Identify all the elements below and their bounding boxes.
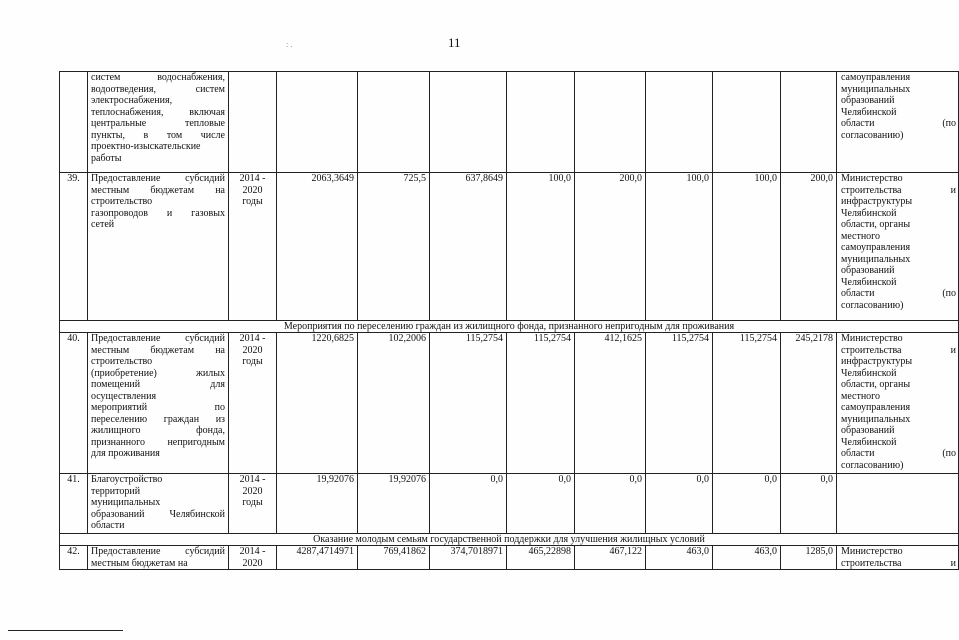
measure-name	[88, 173, 229, 321]
executor-line: строительства и	[841, 557, 956, 569]
executor-line: самоуправления	[841, 402, 911, 413]
executor-line: Челябинской	[841, 276, 897, 288]
measure-name-line: строительство	[91, 196, 153, 207]
year-value: 465,22898	[507, 546, 575, 570]
period-line: годы	[242, 356, 263, 367]
table-row	[60, 173, 959, 321]
executor-line: области, органы	[841, 379, 911, 390]
executor-line: образований	[841, 265, 895, 276]
year-value: 115,2754	[713, 333, 781, 474]
year-value: 412,1625	[575, 333, 646, 474]
period-line: 2020	[242, 557, 263, 569]
executor-line: согласованию)	[841, 459, 904, 471]
total-value: 4287,4714971	[277, 546, 358, 570]
period-line: годы	[242, 497, 263, 508]
measure-name-line: Предоставление субсидий	[91, 546, 225, 557]
year-value: 374,7018971	[430, 546, 507, 570]
measure-name-line: Предоставление субсидий	[91, 333, 225, 344]
measure-name-line: теплоснабжения, включая	[91, 106, 225, 118]
measure-name-line: местным бюджетам на	[91, 344, 225, 356]
executor-line: Министерство	[841, 173, 903, 184]
year-value	[507, 72, 575, 173]
measure-name-line: центральные тепловые	[91, 118, 225, 129]
year-value: 0,0	[575, 474, 646, 534]
year-value: 725,5	[358, 173, 430, 321]
measure-name-line: для проживания	[91, 448, 160, 459]
executor	[837, 333, 959, 474]
period-line: 2020	[242, 344, 263, 356]
measure-name-line: водоотведения, систем	[91, 83, 225, 95]
measure-name-line: (приобретение) жилых	[91, 367, 225, 379]
measure-name-line: Благоустройство	[91, 474, 163, 485]
year-value	[781, 72, 837, 173]
year-value: 100,0	[646, 173, 713, 321]
year-value: 245,2178	[781, 333, 837, 474]
measure-name-line: признанного непригодным	[91, 436, 225, 448]
period-line: 2014 -	[239, 173, 266, 184]
section-row	[60, 321, 959, 333]
page-number: 11	[448, 35, 461, 50]
measure-name	[88, 546, 229, 570]
period-line: 2014 -	[239, 333, 266, 344]
measure-name-line: пункты, в том числе	[91, 129, 225, 141]
measure-name-line: строительство	[91, 356, 153, 367]
measure-name-line: осуществления	[91, 390, 157, 402]
measure-name-line: местным бюджетам на	[91, 184, 225, 196]
measure-name-line: мероприятий по	[91, 402, 225, 413]
executor-line: самоуправления	[841, 72, 911, 83]
year-value	[646, 72, 713, 173]
row-number: 39.	[60, 173, 88, 321]
executor	[837, 474, 959, 534]
total-value: 2063,3649	[277, 173, 358, 321]
measure-name-line: Предоставление субсидий	[91, 173, 225, 184]
executor-line: области (по	[841, 118, 956, 129]
period-line: 2014 -	[239, 474, 266, 485]
scan-mark: : .	[286, 40, 293, 49]
executor-line: Челябинской	[841, 436, 897, 448]
period	[229, 333, 277, 474]
row-number: 40.	[60, 333, 88, 474]
executor-line: Челябинской	[841, 367, 897, 379]
year-value	[430, 72, 507, 173]
total-value: 1220,6825	[277, 333, 358, 474]
measure-name-line: сетей	[91, 219, 115, 230]
total-value	[277, 72, 358, 173]
executor-line: местного	[841, 230, 881, 242]
measure-name	[88, 333, 229, 474]
year-value: 115,2754	[507, 333, 575, 474]
program-measures-table	[59, 71, 959, 570]
year-value: 0,0	[430, 474, 507, 534]
year-value: 100,0	[713, 173, 781, 321]
executor-line: Челябинской	[841, 207, 897, 219]
total-value: 19,92076	[277, 474, 358, 534]
table-row	[60, 72, 959, 173]
row-number: 41.	[60, 474, 88, 534]
executor-line: строительства и	[841, 184, 956, 196]
section-row	[60, 534, 959, 546]
measure-name-line: территорий	[91, 485, 141, 497]
measure-name-line: области	[91, 520, 125, 531]
year-value	[575, 72, 646, 173]
row-number	[60, 72, 88, 173]
year-value: 463,0	[646, 546, 713, 570]
executor-line: области (по	[841, 288, 956, 299]
table-row	[60, 474, 959, 534]
executor-line: Челябинской	[841, 106, 897, 118]
measure-name	[88, 474, 229, 534]
year-value	[713, 72, 781, 173]
period-line: 2020	[242, 184, 263, 196]
measure-name-line: газопроводов и газовых	[91, 207, 225, 219]
year-value: 0,0	[507, 474, 575, 534]
executor-line: муниципальных	[841, 253, 911, 265]
year-value: 115,2754	[430, 333, 507, 474]
year-value: 637,8649	[430, 173, 507, 321]
period	[229, 474, 277, 534]
year-value: 463,0	[713, 546, 781, 570]
executor	[837, 173, 959, 321]
executor-line: образований	[841, 425, 895, 436]
table-row	[60, 333, 959, 474]
year-value: 0,0	[713, 474, 781, 534]
year-value: 467,122	[575, 546, 646, 570]
section-title: Оказание молодым семьям государственной поддержки для улучшения жилищных условий	[60, 534, 959, 546]
executor-line: Министерство	[841, 546, 903, 557]
executor-line: образований	[841, 95, 895, 106]
measure-name-line: образований Челябинской	[91, 508, 225, 520]
executor-line: местного	[841, 390, 881, 402]
year-value: 115,2754	[646, 333, 713, 474]
footnote-separator	[8, 630, 123, 631]
year-value: 769,41862	[358, 546, 430, 570]
measure-name-line: электроснабжения,	[91, 95, 173, 106]
period	[229, 173, 277, 321]
executor-line: муниципальных	[841, 83, 911, 95]
period-line: годы	[242, 196, 263, 207]
executor-line: согласованию)	[841, 299, 904, 311]
executor-line: области (по	[841, 448, 956, 459]
year-value: 0,0	[646, 474, 713, 534]
executor-line: Министерство	[841, 333, 903, 344]
executor-line: согласованию)	[841, 129, 904, 141]
executor	[837, 72, 959, 173]
year-value	[358, 72, 430, 173]
period-line: 2014 -	[239, 546, 266, 557]
executor-line: муниципальных	[841, 413, 911, 425]
executor-line: области, органы	[841, 219, 911, 230]
executor-line: инфраструктуры	[841, 356, 913, 367]
period	[229, 72, 277, 173]
year-value: 0,0	[781, 474, 837, 534]
year-value: 100,0	[507, 173, 575, 321]
measure-name-line: помещений для	[91, 379, 225, 390]
table-row	[60, 546, 959, 570]
measure-name-line: переселению граждан из	[91, 413, 225, 425]
measure-name	[88, 72, 229, 173]
executor	[837, 546, 959, 570]
year-value: 102,2006	[358, 333, 430, 474]
row-number: 42.	[60, 546, 88, 570]
year-value: 200,0	[781, 173, 837, 321]
measure-name-line: местным бюджетам на	[91, 557, 188, 569]
year-value: 1285,0	[781, 546, 837, 570]
measure-name-line: работы	[91, 152, 122, 164]
executor-line: самоуправления	[841, 242, 911, 253]
period	[229, 546, 277, 570]
measure-name-line: систем водоснабжения,	[91, 72, 225, 83]
measure-name-line: проектно-изыскательские	[91, 141, 201, 152]
year-value: 19,92076	[358, 474, 430, 534]
measure-name-line: муниципальных	[91, 497, 161, 508]
period-line: 2020	[242, 485, 263, 497]
executor-line: строительства и	[841, 344, 956, 356]
section-title: Мероприятия по переселению граждан из жилищного фонда, признанного непригодным для проживания	[60, 321, 959, 333]
executor-line: инфраструктуры	[841, 196, 913, 207]
year-value: 200,0	[575, 173, 646, 321]
measure-name-line: жилищного фонда,	[91, 425, 225, 436]
